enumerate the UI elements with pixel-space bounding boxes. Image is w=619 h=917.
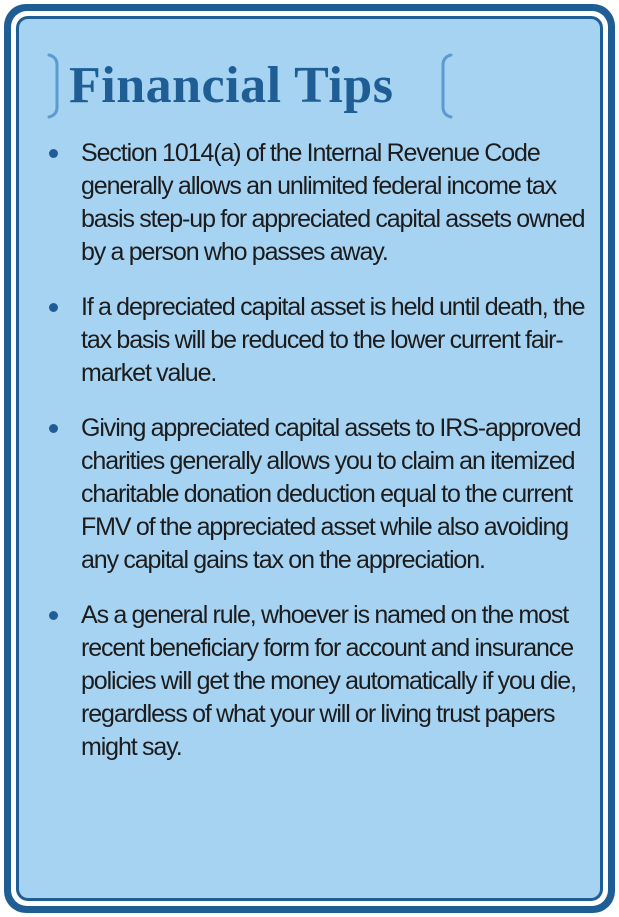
tips-list	[43, 137, 599, 786]
title-row	[19, 49, 600, 127]
tip-text: If a depreciated capital asset is held until death, the tax basis will be reduced to the lower current fair-market value.	[81, 293, 585, 387]
tip-item	[43, 599, 599, 764]
bullet-icon	[49, 611, 58, 620]
tip-text: Section 1014(a) of the Internal Revenue Code generally allows an unlimited federal income tax basis step-up for appreciated capital assets owned by a person who passes away.	[81, 139, 585, 266]
tip-item	[43, 137, 599, 269]
bullet-icon	[49, 424, 58, 433]
left-bracket-icon	[47, 53, 61, 119]
tips-panel	[16, 16, 603, 901]
bullet-icon	[49, 149, 58, 158]
right-bracket-icon	[439, 53, 453, 119]
tip-text: Giving appreciated capital assets to IRS-approved charities generally allows you to claim an itemized charitable donation deduction equal to the current FMV of the appreciated asset while also avoiding any capital gains tax on the appreciation.	[81, 414, 581, 574]
tip-text: As a general rule, whoever is named on the most recent beneficiary form for account and insurance policies will get the money automatically if you die, regardless of what your will or living trust papers might say.	[81, 601, 576, 761]
white-ring	[11, 11, 608, 906]
page-title: Financial Tips	[69, 57, 394, 114]
outer-frame	[4, 4, 615, 913]
tip-item	[43, 412, 599, 577]
bullet-icon	[49, 303, 58, 312]
tip-item	[43, 291, 599, 390]
